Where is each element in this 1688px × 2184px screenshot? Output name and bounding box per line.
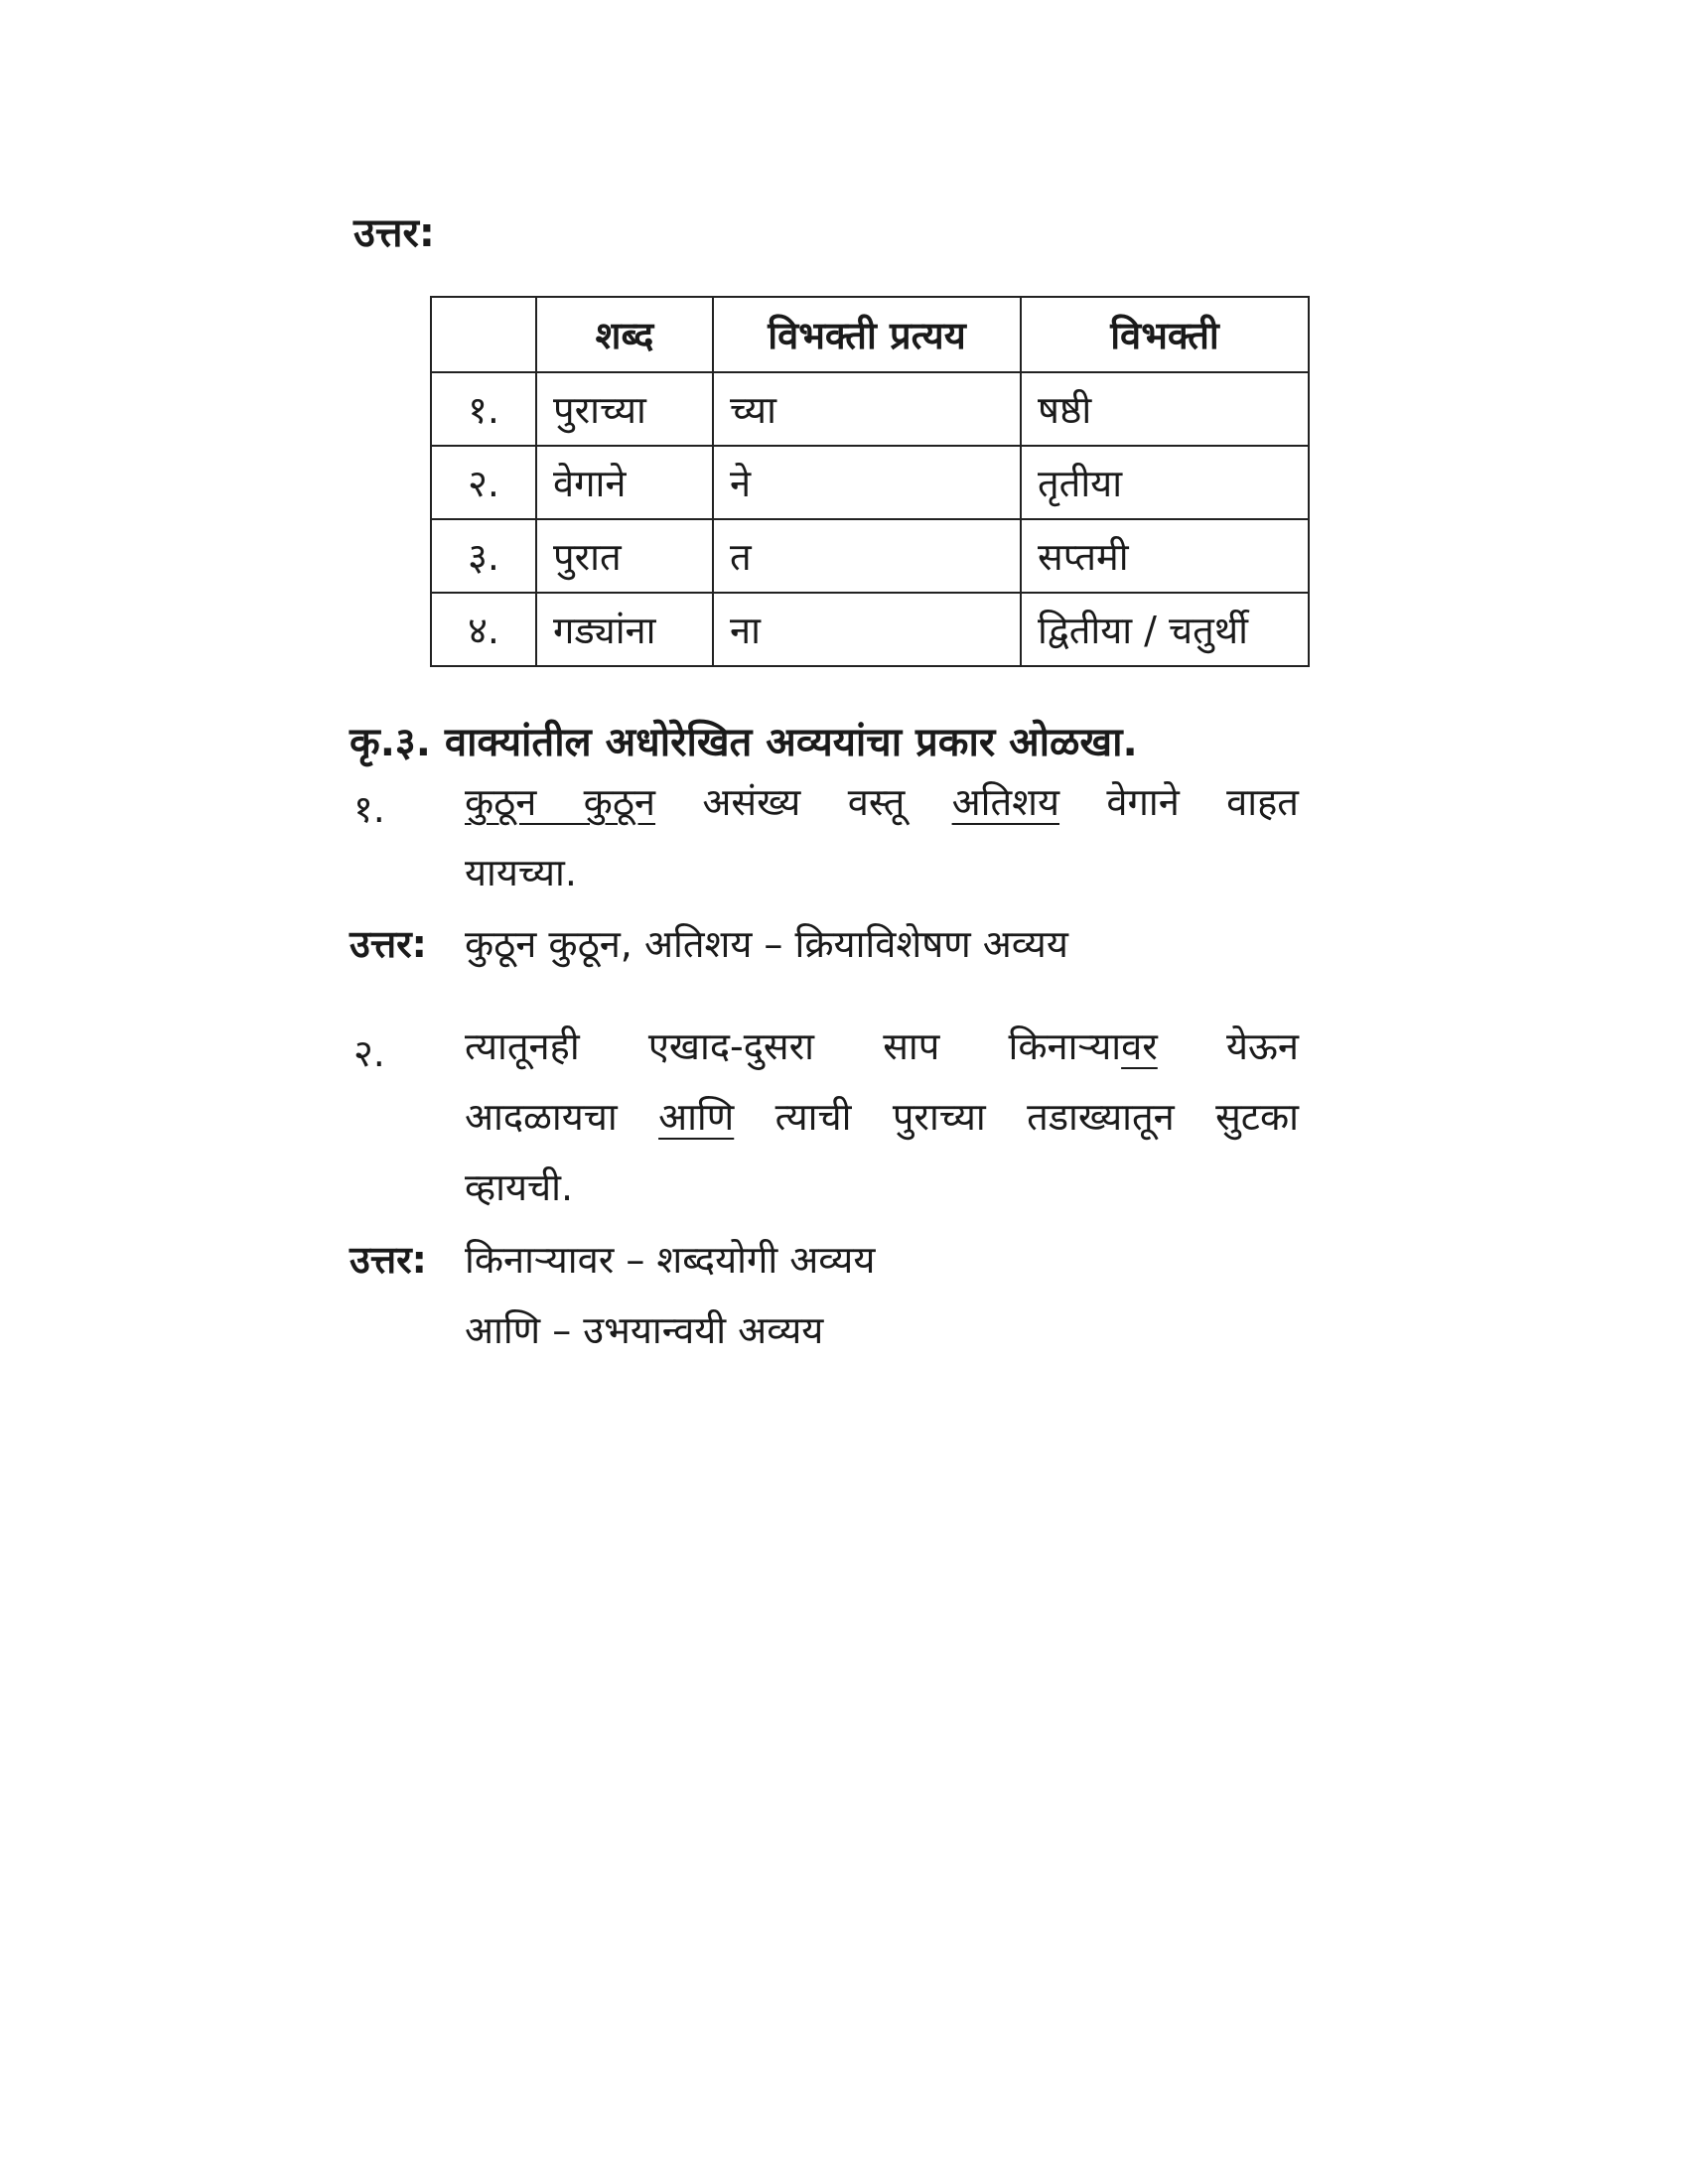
table-cell-case: तृतीया (1021, 446, 1309, 519)
table-cell-suffix: च्या (713, 372, 1021, 446)
sentence-word: पुराच्या (892, 1095, 986, 1139)
underlined-word: कुठून कुठून (465, 780, 656, 824)
item-sentence-line: व्हायची. (465, 1165, 574, 1209)
table-cell-suffix: ना (713, 593, 1021, 666)
sentence-word: वस्तू (847, 780, 906, 824)
table-cell-number: १. (431, 372, 536, 446)
item-number: २. (353, 1031, 385, 1075)
underlined-word: अतिशय (951, 780, 1060, 824)
sentence-word: एखाद-दुसरा (647, 1024, 814, 1068)
table-cell-word: वेगाने (536, 446, 713, 519)
table-cell-number: ४. (431, 593, 536, 666)
table-cell-word: पुरात (536, 519, 713, 593)
word-part: किनाऱ्या (1008, 1024, 1122, 1068)
table-cell-word: पुराच्या (536, 372, 713, 446)
table-cell-number: ३. (431, 519, 536, 593)
table-header-row (431, 297, 1309, 372)
answer-label: उत्तर: (353, 210, 435, 256)
table-cell-word: गड्यांना (536, 593, 713, 666)
table-cell-case: षष्ठी (1021, 372, 1309, 446)
sentence-word: वेगाने (1106, 780, 1180, 824)
vibhakti-table (430, 296, 1310, 667)
table-header-blank (431, 297, 536, 372)
table-header-case: विभक्ती (1021, 297, 1309, 372)
answer-text: आणि – उभयान्वयी अव्यय (465, 1308, 824, 1352)
sentence-word: असंख्य (702, 780, 801, 824)
answer-text: किनाऱ्यावर – शब्दयोगी अव्यय (465, 1238, 876, 1282)
item-sentence-line: यायच्या. (465, 851, 577, 894)
table-row (431, 519, 1309, 593)
answer-label: उत्तर: (350, 1238, 427, 1282)
sentence-word: आदळायचा (465, 1095, 618, 1139)
table-header-suffix: विभक्ती प्रत्यय (713, 297, 1021, 372)
sentence-word: तडाख्यातून (1027, 1095, 1175, 1139)
item-number: १. (353, 787, 385, 831)
sentence-word: येऊन (1225, 1024, 1299, 1068)
answer-text: कुठून कुठून, अतिशय – क्रियाविशेषण अव्यय (465, 922, 1068, 966)
answer-label: उत्तर: (350, 922, 427, 966)
table-row (431, 446, 1309, 519)
question-heading: कृ.३. वाक्यांतील अधोरेखित अव्ययांचा प्रकार ओळखा. (350, 720, 1138, 765)
sentence-word: साप (883, 1024, 940, 1068)
sentence-word (1009, 1024, 1158, 1068)
table-cell-suffix: त (713, 519, 1021, 593)
sentence-word: त्यातूनही (465, 1024, 580, 1068)
table-cell-case: सप्तमी (1021, 519, 1309, 593)
table-cell-suffix: ने (713, 446, 1021, 519)
sentence-word: सुटका (1215, 1095, 1299, 1139)
underlined-word: वर (1121, 1024, 1158, 1068)
table-cell-number: २. (431, 446, 536, 519)
item-sentence-line (465, 1011, 1299, 1082)
sentence-word: वाहत (1226, 780, 1299, 824)
table-row (431, 372, 1309, 446)
sentence-word: त्याची (774, 1095, 852, 1139)
table-row (431, 593, 1309, 666)
underlined-word: आणि (658, 1095, 735, 1139)
item-sentence-line (465, 766, 1299, 838)
table-header-word: शब्द (536, 297, 713, 372)
table-cell-case: द्वितीया / चतुर्थी (1021, 593, 1309, 666)
item-sentence-line (465, 1081, 1299, 1153)
